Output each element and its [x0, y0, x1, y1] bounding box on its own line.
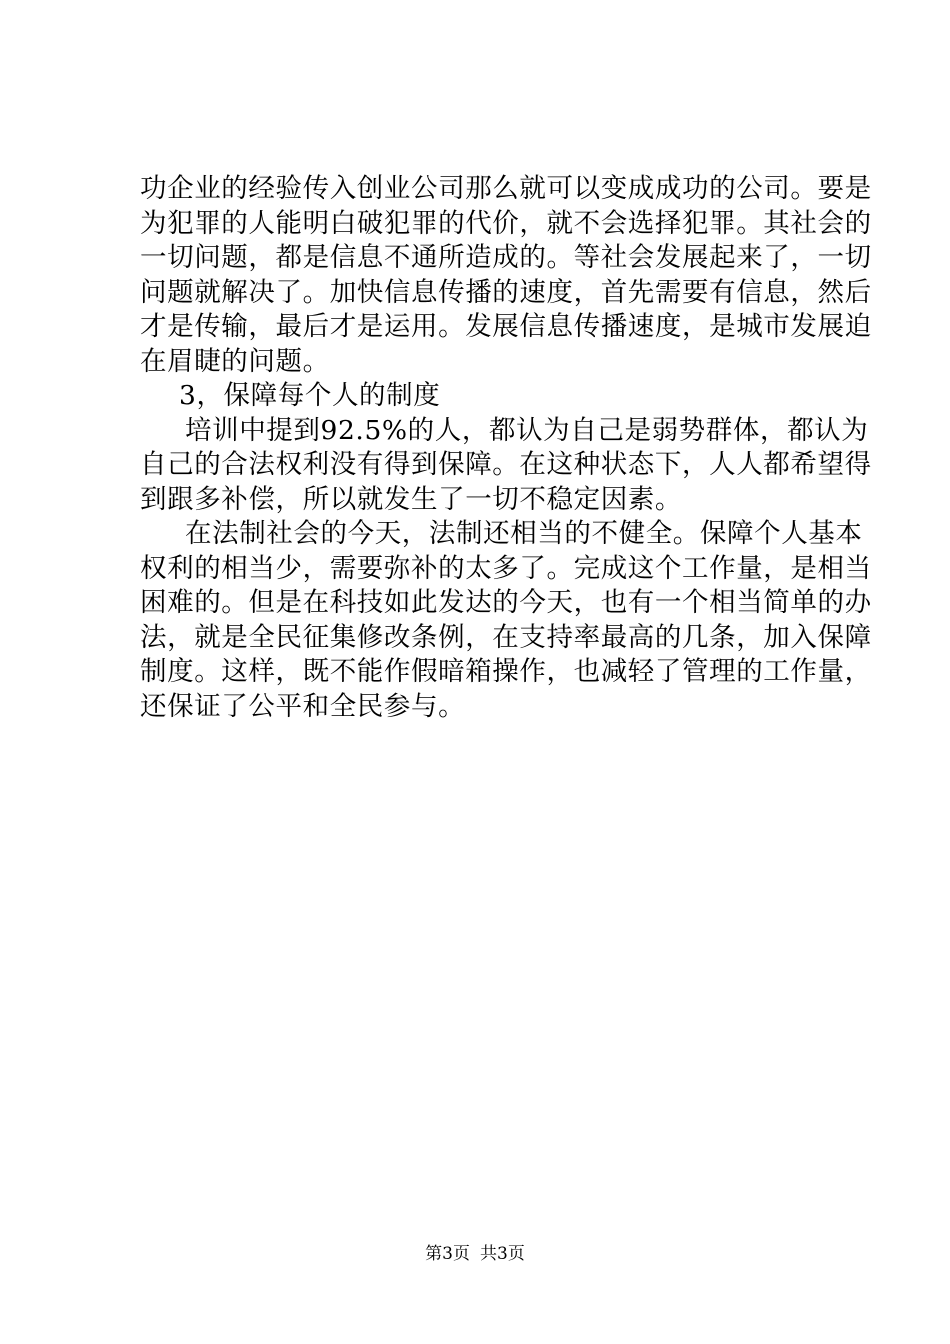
text-line: 在法制社会的今天，法制还相当的不健全。保障个人基本: [185, 518, 863, 549]
text-line: 在眉睫的问题。: [140, 345, 330, 377]
text-line: 为犯罪的人能明白破犯罪的代价，就不会选择犯罪。其社会的: [140, 207, 872, 239]
text-line: 困难的。但是在科技如此发达的今天，也有一个相当简单的办: [140, 587, 872, 618]
text-line: 一切问题，都是信息不通所造成的。等社会发展起来了，一切: [140, 242, 872, 273]
text-line: 法，就是全民征集修改条例，在支持率最高的几条，加入保障: [140, 621, 872, 653]
text-line: 到跟多补偿，所以就发生了一切不稳定因素。: [140, 483, 682, 515]
document-body: [140, 172, 872, 724]
page-total: 共3页: [480, 1244, 525, 1264]
text-line: 制度。这样，既不能作假暗箱操作，也减轻了管理的工作量，: [140, 656, 872, 687]
page-number: 第3页: [425, 1244, 470, 1264]
page-footer: [0, 1243, 950, 1265]
text-line: 自己的合法权利没有得到保障。在这种状态下，人人都希望得: [140, 449, 872, 480]
text-line: 才是传输，最后才是运用。发展信息传播速度，是城市发展迫: [140, 311, 872, 342]
text-line: 功企业的经验传入创业公司那么就可以变成成功的公司。要是: [140, 173, 872, 204]
section-heading: 3，保障每个人的制度: [179, 380, 441, 411]
text-line: 问题就解决了。加快信息传播的速度，首先需要有信息，然后: [140, 276, 872, 308]
text-line: 培训中提到92.5%的人，都认为自己是弱势群体，都认为: [185, 414, 869, 446]
text-line: 还保证了公平和全民参与。: [140, 690, 466, 722]
text-line: 权利的相当少，需要弥补的太多了。完成这个工作量，是相当: [140, 552, 872, 584]
